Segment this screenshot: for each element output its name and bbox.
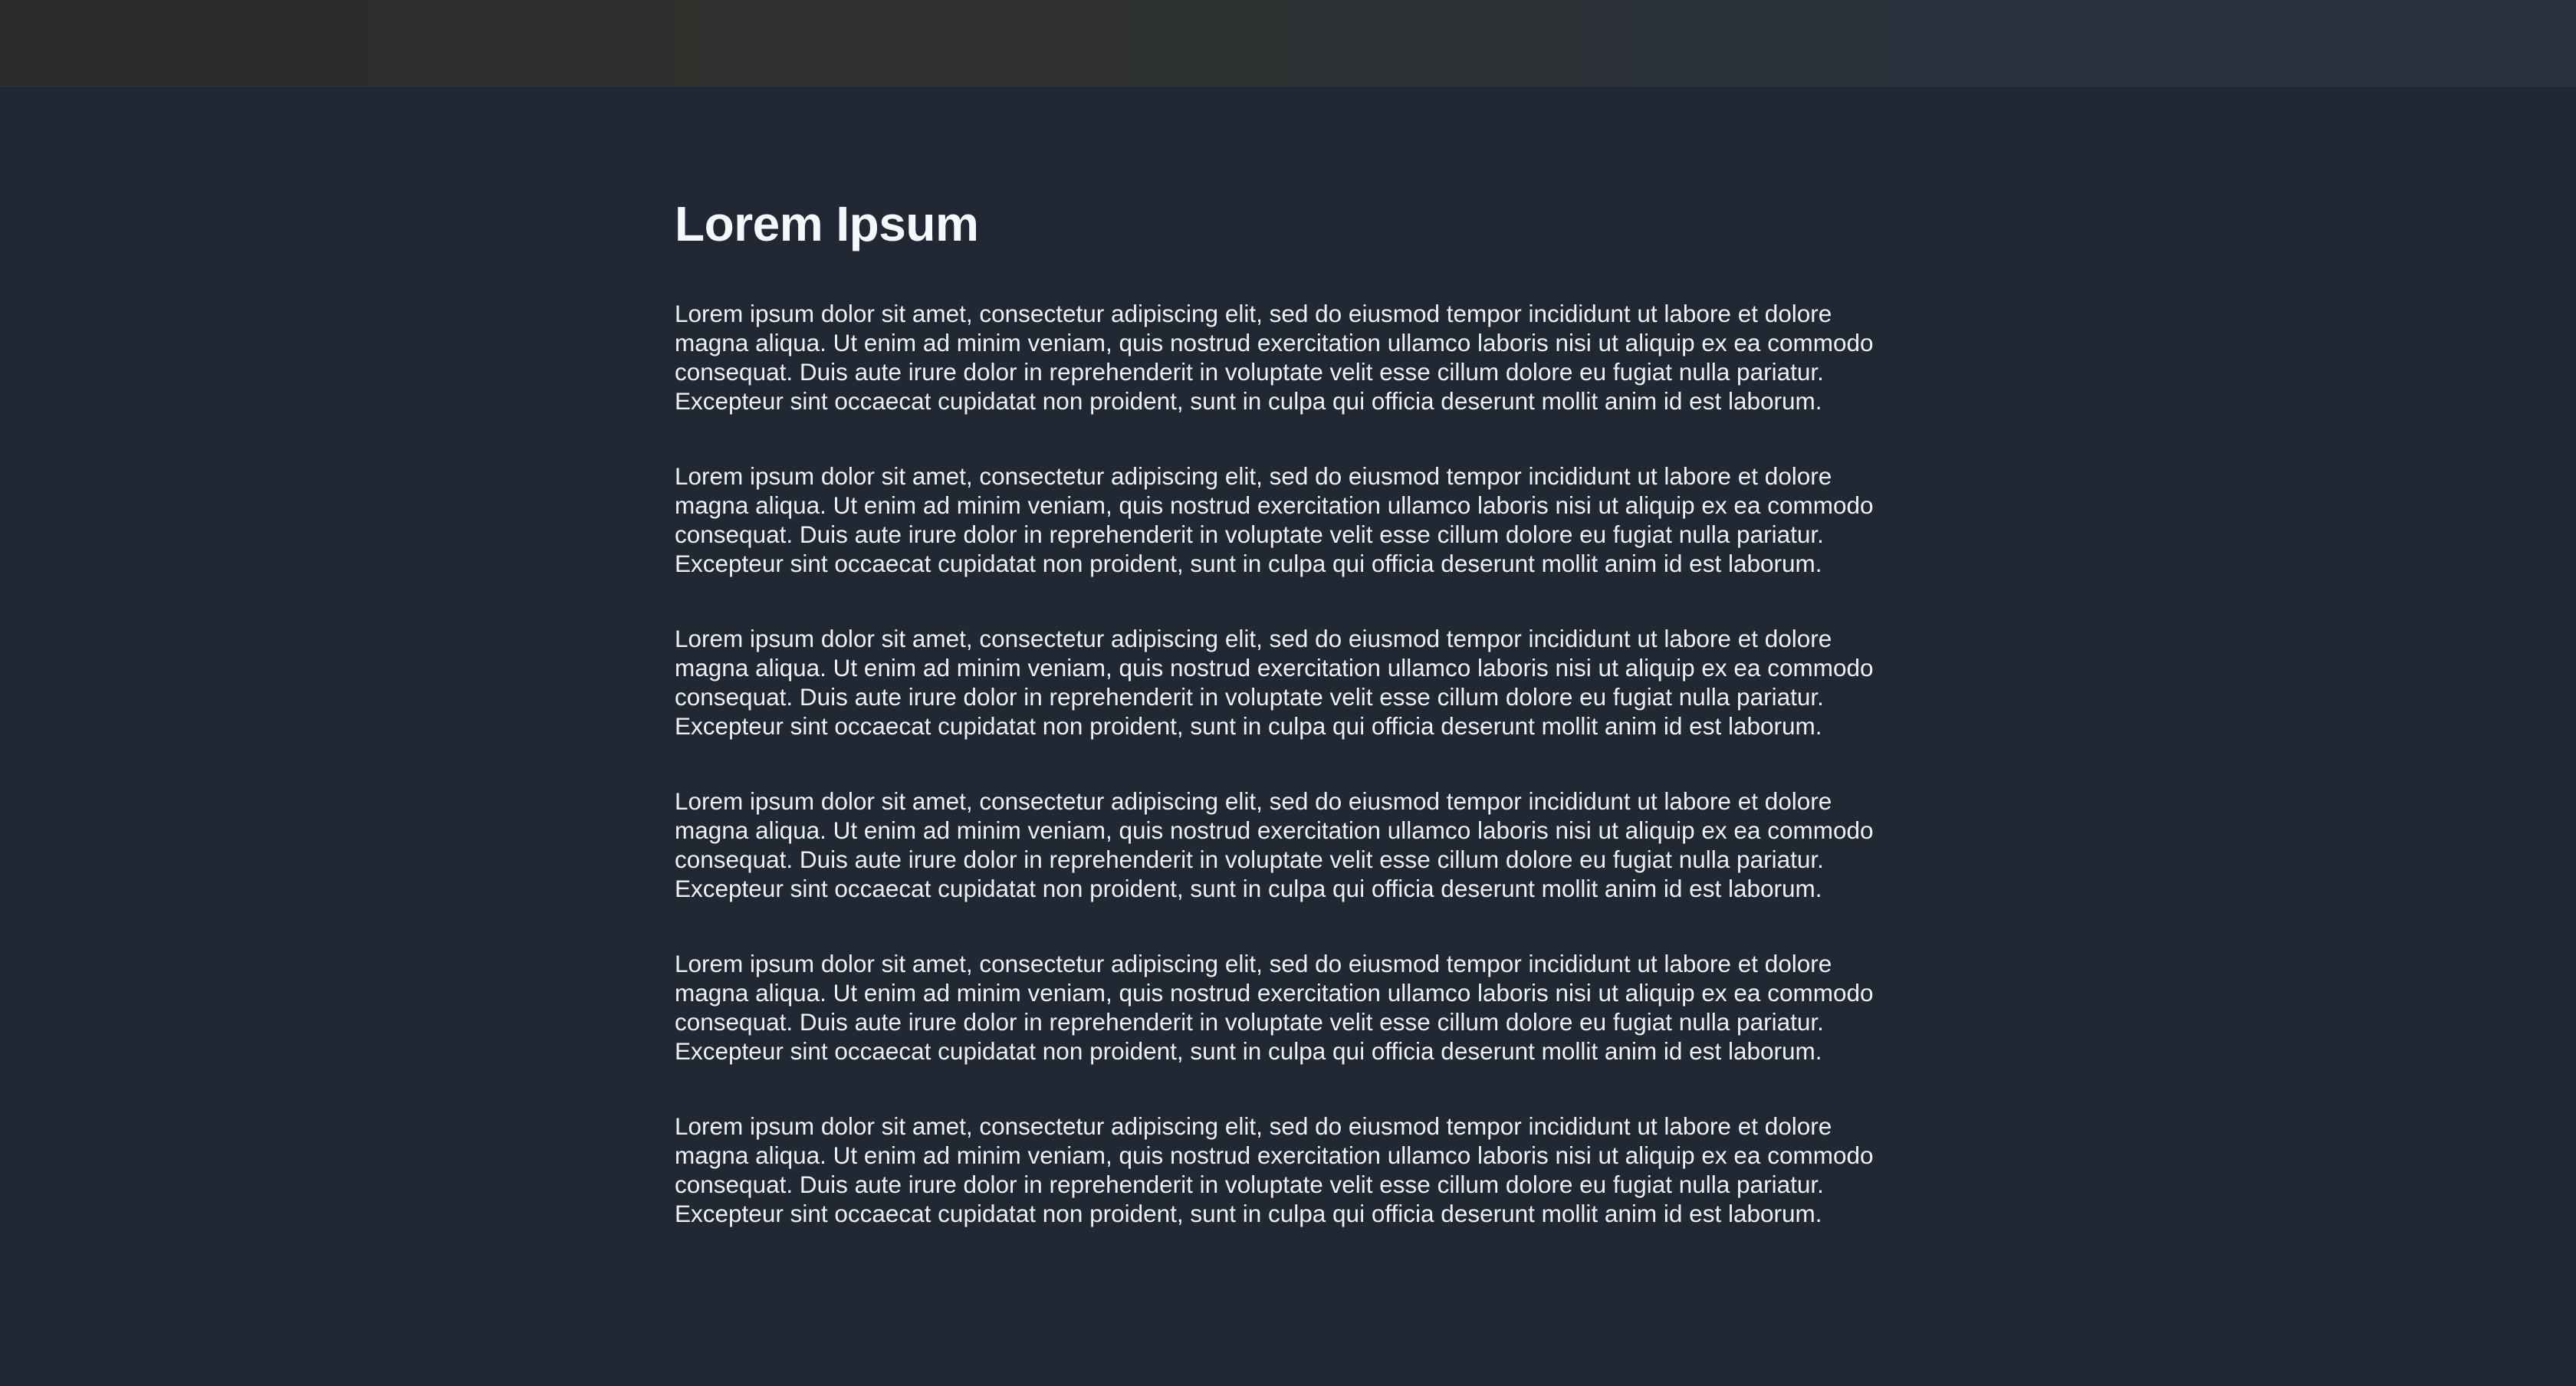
top-bar	[0, 0, 2576, 87]
paragraph: Lorem ipsum dolor sit amet, consectetur adipiscing elit, sed do eiusmod tempor incididunt ut labore et dolore magna aliqua. Ut enim ad minim veniam, quis nostrud exercitation ullamco laboris nisi ut aliquip ex ea commodo consequat. Duis aute irure dolor in reprehenderit in voluptate velit esse cillum dolore eu fugiat nulla pariatur. Excepteur sint occaecat cupidatat non proident, sunt in culpa qui officia deserunt mollit anim id est laborum.	[675, 787, 1874, 902]
page-title: Lorem Ipsum	[675, 196, 979, 251]
paragraph: Lorem ipsum dolor sit amet, consectetur adipiscing elit, sed do eiusmod tempor incididunt ut labore et dolore magna aliqua. Ut enim ad minim veniam, quis nostrud exercitation ullamco laboris nisi ut aliquip ex ea commodo consequat. Duis aute irure dolor in reprehenderit in voluptate velit esse cillum dolore eu fugiat nulla pariatur. Excepteur sint occaecat cupidatat non proident, sunt in culpa qui officia deserunt mollit anim id est laborum.	[675, 1112, 1874, 1227]
paragraph: Lorem ipsum dolor sit amet, consectetur adipiscing elit, sed do eiusmod tempor incididunt ut labore et dolore magna aliqua. Ut enim ad minim veniam, quis nostrud exercitation ullamco laboris nisi ut aliquip ex ea commodo consequat. Duis aute irure dolor in reprehenderit in voluptate velit esse cillum dolore eu fugiat nulla pariatur. Excepteur sint occaecat cupidatat non proident, sunt in culpa qui officia deserunt mollit anim id est laborum.	[675, 625, 1874, 740]
article	[675, 190, 1917, 1274]
paragraph: Lorem ipsum dolor sit amet, consectetur adipiscing elit, sed do eiusmod tempor incididunt ut labore et dolore magna aliqua. Ut enim ad minim veniam, quis nostrud exercitation ullamco laboris nisi ut aliquip ex ea commodo consequat. Duis aute irure dolor in reprehenderit in voluptate velit esse cillum dolore eu fugiat nulla pariatur. Excepteur sint occaecat cupidatat non proident, sunt in culpa qui officia deserunt mollit anim id est laborum.	[675, 462, 1874, 577]
paragraph: Lorem ipsum dolor sit amet, consectetur adipiscing elit, sed do eiusmod tempor incididunt ut labore et dolore magna aliqua. Ut enim ad minim veniam, quis nostrud exercitation ullamco laboris nisi ut aliquip ex ea commodo consequat. Duis aute irure dolor in reprehenderit in voluptate velit esse cillum dolore eu fugiat nulla pariatur. Excepteur sint occaecat cupidatat non proident, sunt in culpa qui officia deserunt mollit anim id est laborum.	[675, 300, 1874, 415]
paragraph: Lorem ipsum dolor sit amet, consectetur adipiscing elit, sed do eiusmod tempor incididunt ut labore et dolore magna aliqua. Ut enim ad minim veniam, quis nostrud exercitation ullamco laboris nisi ut aliquip ex ea commodo consequat. Duis aute irure dolor in reprehenderit in voluptate velit esse cillum dolore eu fugiat nulla pariatur. Excepteur sint occaecat cupidatat non proident, sunt in culpa qui officia deserunt mollit anim id est laborum.	[675, 950, 1874, 1065]
